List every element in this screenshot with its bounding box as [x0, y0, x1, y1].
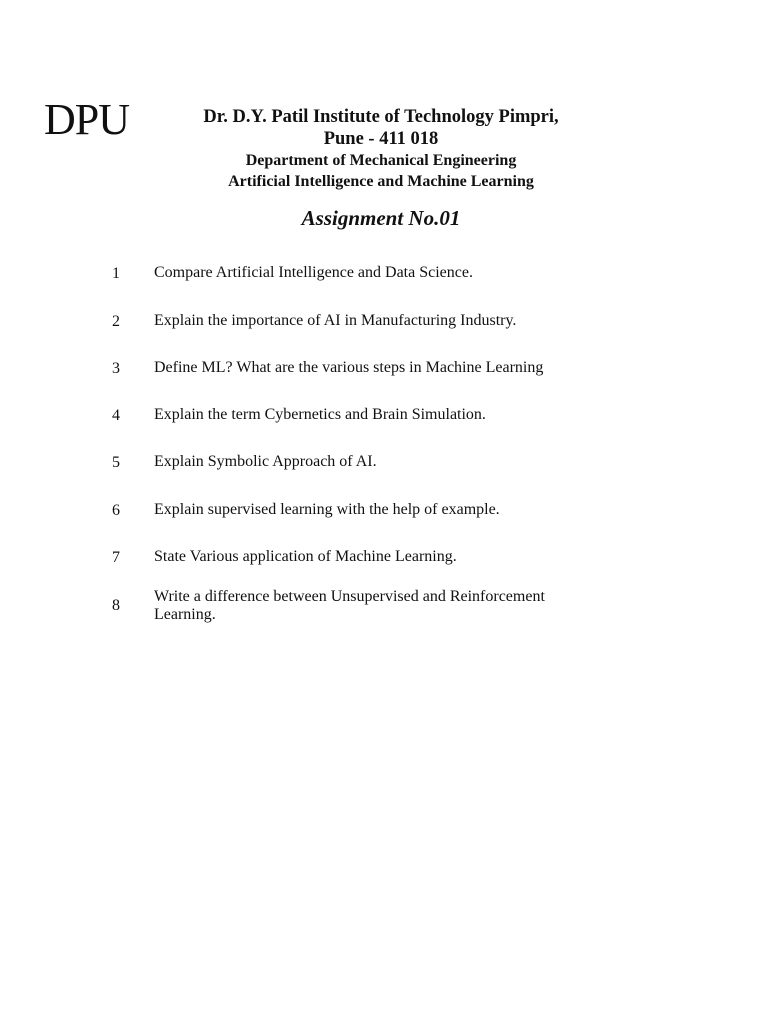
department-name: Department of Mechanical Engineering — [245, 152, 517, 169]
question-number: 3 — [112, 360, 120, 377]
question-text: Define ML? What are the various steps in Machine Learning — [154, 359, 544, 376]
question-text: State Various application of Machine Learning. — [154, 548, 457, 565]
question-text: Explain the importance of AI in Manufacturing Industry. — [154, 312, 517, 329]
question-text: Explain Symbolic Approach of AI. — [154, 453, 377, 470]
question-text: Explain the term Cybernetics and Brain Simulation. — [154, 406, 486, 423]
assignment-title: Assignment No.01 — [301, 206, 461, 230]
question-number: 8 — [112, 597, 120, 614]
question-text: Explain supervised learning with the help of example. — [154, 501, 500, 518]
question-number: 5 — [112, 454, 120, 471]
document-header — [150, 106, 612, 192]
course-name: Artificial Intelligence and Machine Learning — [228, 173, 534, 190]
institute-name-line2: Pune - 411 018 — [323, 129, 439, 149]
institute-name-line1: Dr. D.Y. Patil Institute of Technology Pimpri, — [203, 107, 559, 127]
question-number: 1 — [112, 265, 120, 282]
question-text: Write a difference between Unsupervised and Reinforcement Learning. — [154, 588, 545, 623]
question-number: 4 — [112, 407, 120, 424]
question-number: 6 — [112, 502, 120, 519]
question-number: 2 — [112, 313, 120, 330]
dpu-logo: DPU — [44, 95, 130, 144]
question-text: Compare Artificial Intelligence and Data Science. — [154, 264, 473, 281]
question-number: 7 — [112, 549, 120, 566]
